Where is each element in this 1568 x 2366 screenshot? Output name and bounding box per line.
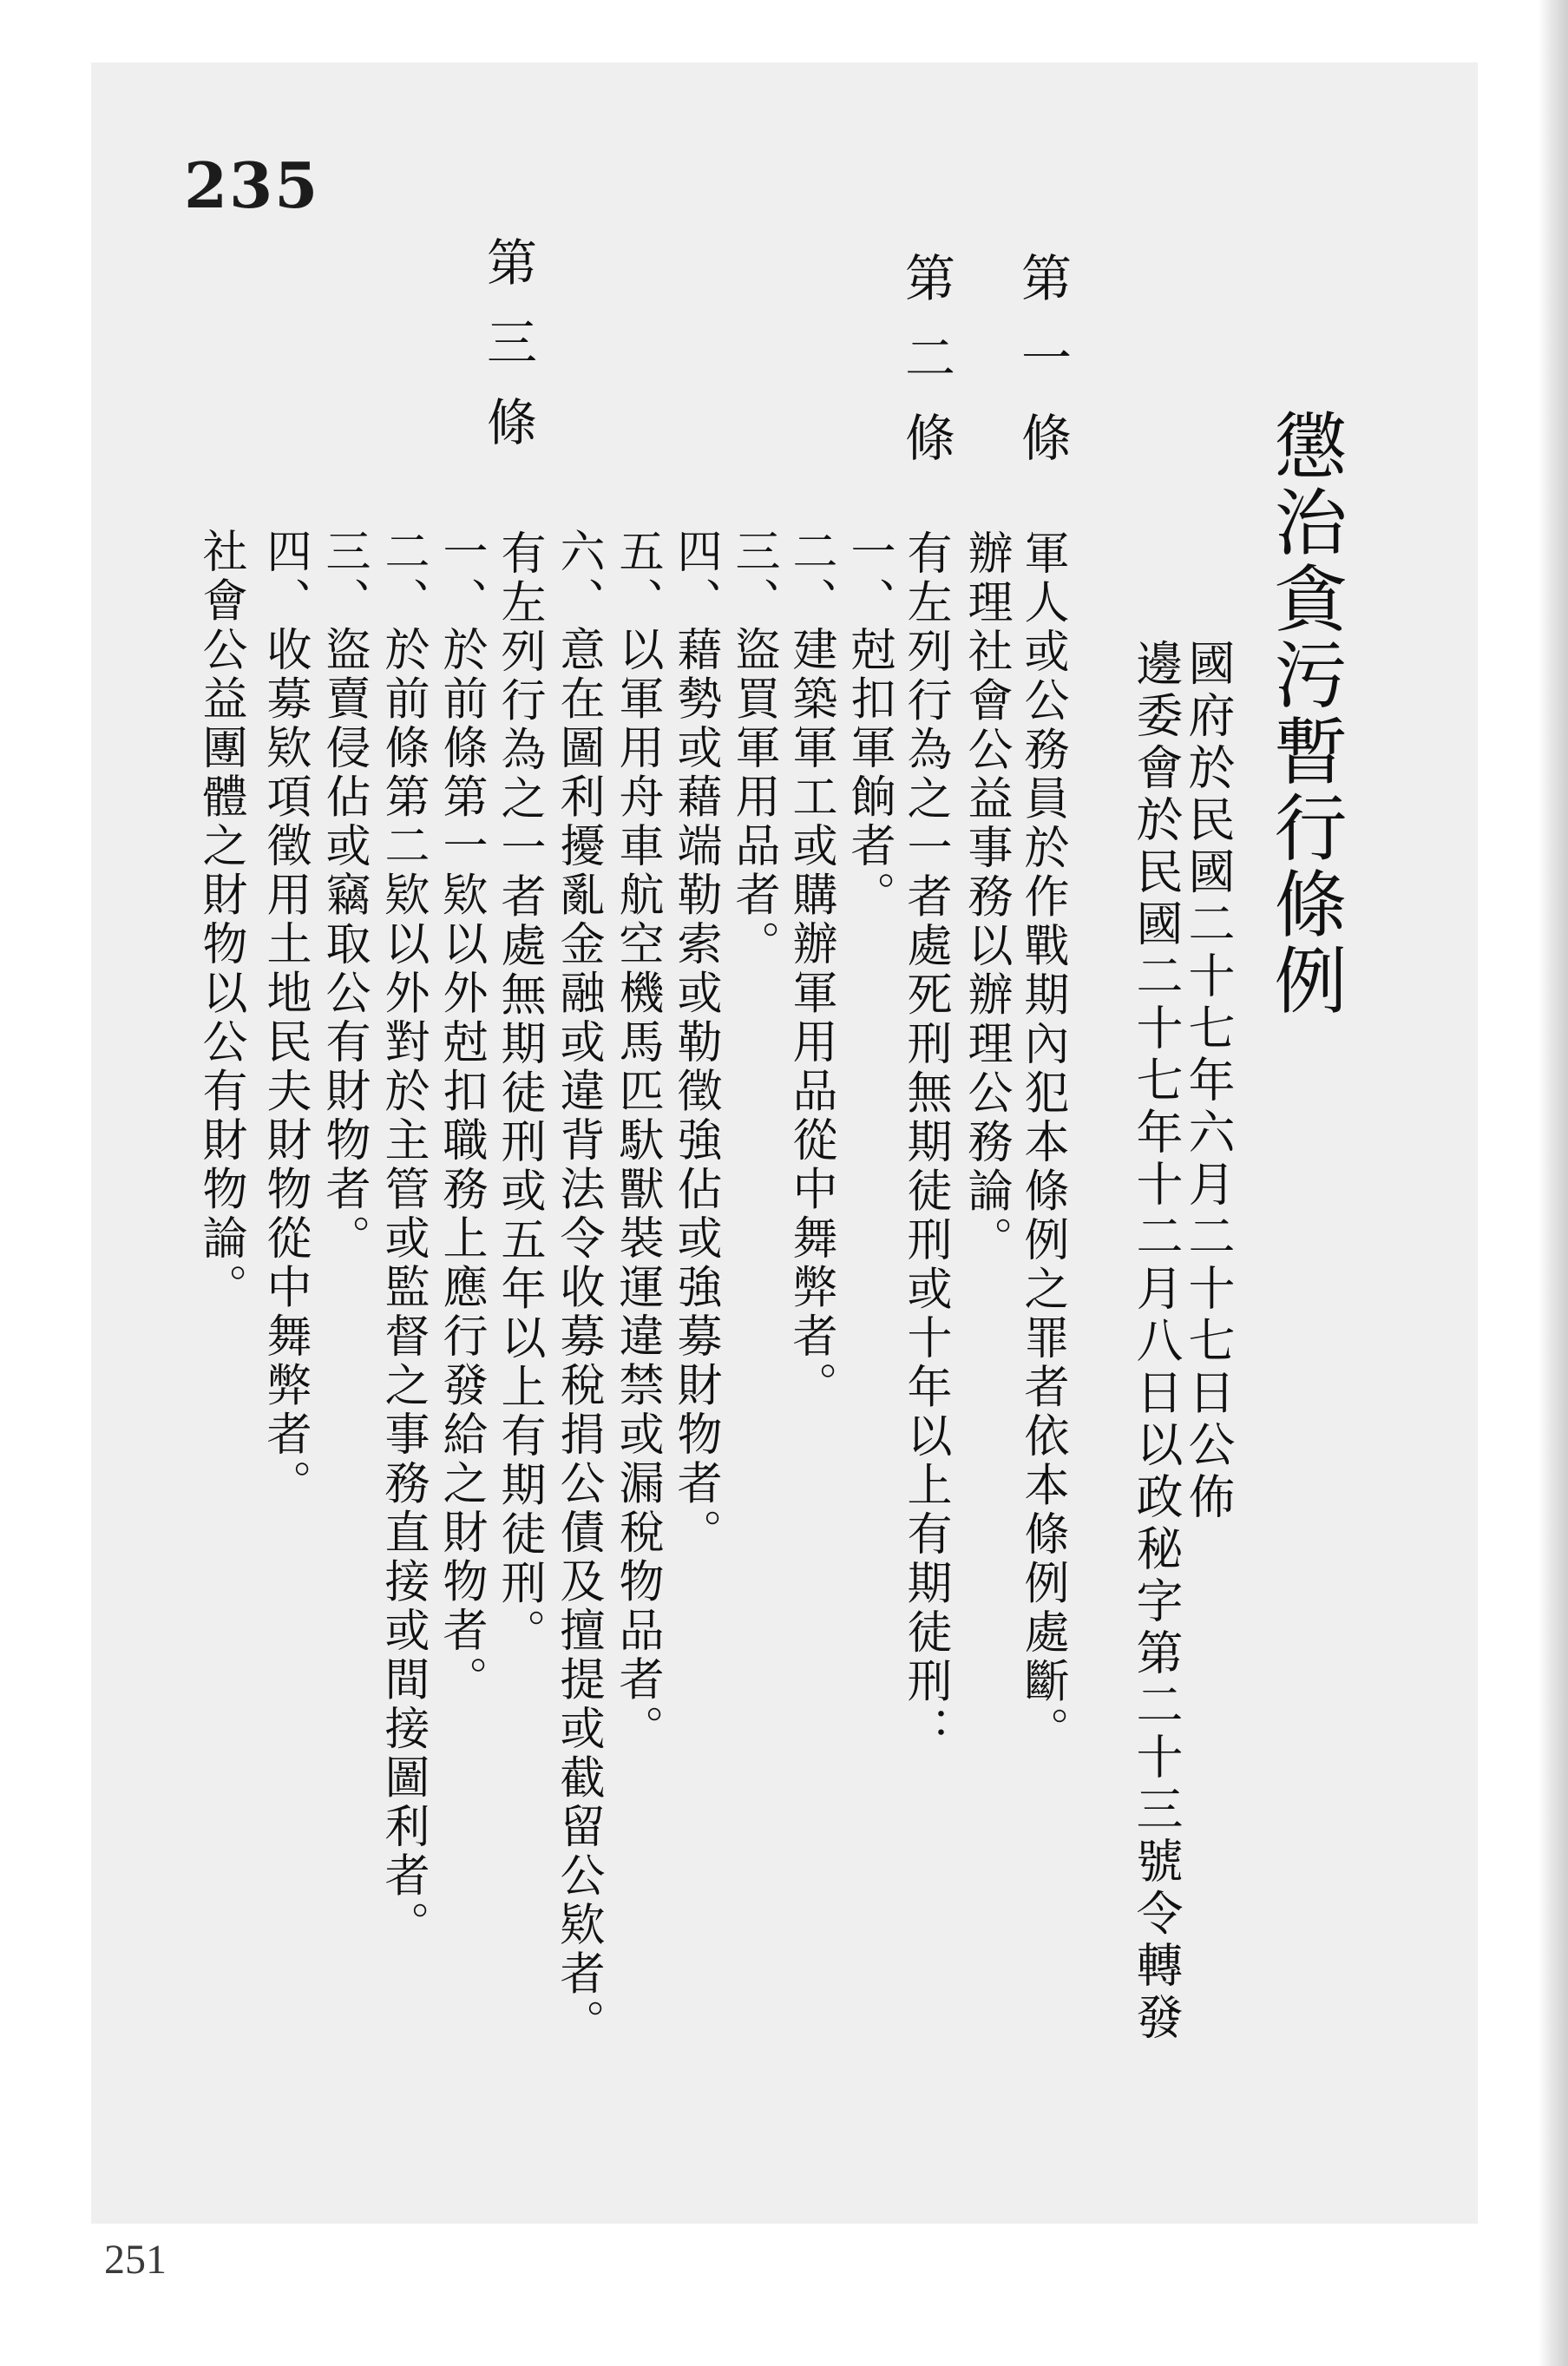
scan-edge-shadow [1538,0,1568,2366]
article-1-line: 辦理社會公益事務以辦理公務論。 [960,529,1012,1265]
article-3-lead: 有左列行為之一者處無期徒刑或五年以上有期徒刑。 [493,529,545,1658]
archive-stamp-number: 235 [184,148,320,222]
article-2-item: 一、尅扣軍餉者。 [843,528,895,920]
decree-line-2: 邊委會於民國二十七年十二月八日以政秘字第二十三號令轉發 [1129,639,1184,2045]
article-3-item: 四、收募欵項徵用土地民夫財物從中舞弊者。 [259,528,311,1508]
article-2-lead: 有左列行為之一者處死刑無期徒刑或十年以上有期徒刑： [899,529,951,1756]
article-3-item: 一、於前條第一欵以外尅扣職務上應行發給之財物者。 [435,528,487,1705]
article-2-heading: 第二條 [896,252,955,491]
article-2-item: 四、藉勢或藉端勒索或勒徵強佔或強募財物者。 [669,528,721,1558]
article-2-item: 六、意在圖利擾亂金融或違背法令收募稅捐公債及擅提或截留公欵者。 [552,528,604,2048]
article-3-item: 二、於前條第二欵以外對於主管或監督之事務直接或間接圖利者。 [377,528,429,1950]
article-1-line: 軍人或公務員於作戰期內犯本條例之罪者依本條例處斷。 [1016,529,1068,1756]
article-1-heading: 第一條 [1013,252,1072,491]
page-number: 251 [104,2237,167,2283]
document-title: 懲治貪污暫行條例 [1263,408,1348,1019]
article-2-item: 五、以軍用舟車航空機馬匹馱獸裝運違禁或漏稅物品者。 [611,528,663,1754]
decree-line-1: 國府於民國二十七年六月二十七日公佈 [1181,639,1236,1524]
article-2-item: 三、盜買軍用品者。 [727,528,779,969]
article-3-heading: 第三條 [478,236,537,476]
article-2-item: 二、建築軍工或購辦軍用品從中舞弊者。 [784,528,836,1410]
article-3-item: 三、盜賣侵佔或竊取公有財物者。 [318,528,370,1264]
article-3-note: 社會公益團體之財物以公有財物論。 [194,528,246,1312]
